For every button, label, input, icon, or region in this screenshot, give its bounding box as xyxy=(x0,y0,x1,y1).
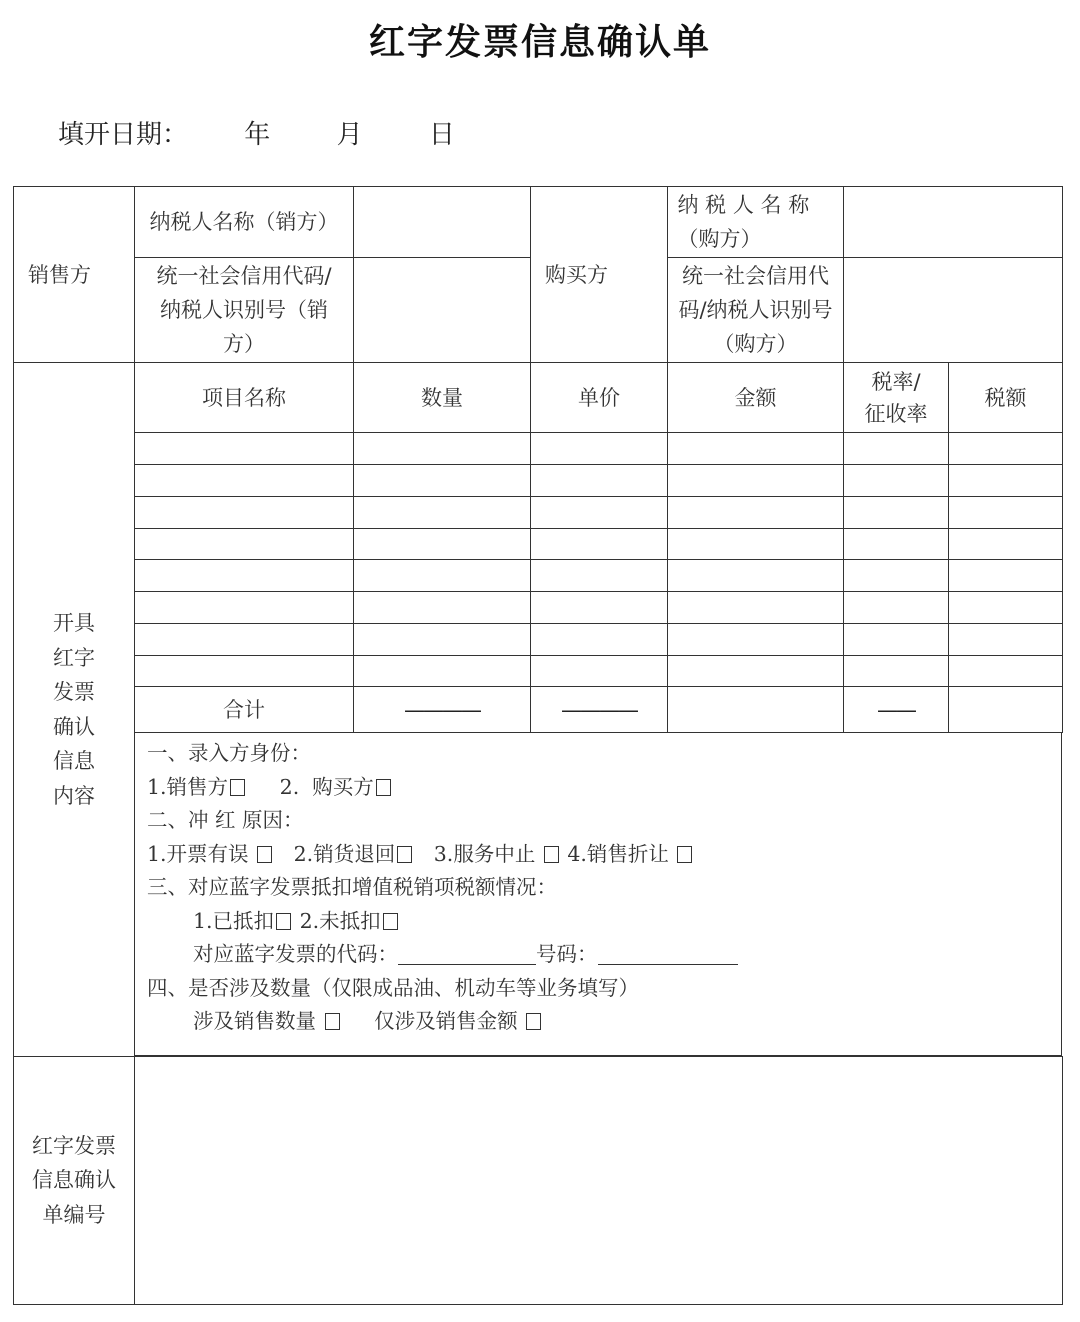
row-1-unit-price-input[interactable] xyxy=(530,432,668,465)
row-5-amount-input[interactable] xyxy=(667,559,844,592)
row-3-tax-amount-input[interactable] xyxy=(948,496,1063,529)
date-year-field[interactable]: 年 xyxy=(244,120,271,150)
section-blue-invoice-ref: 对应蓝字发票的代码： 号码： xyxy=(147,938,1061,972)
row-4-tax-rate-input[interactable] xyxy=(843,528,949,560)
row-7-tax-rate-input[interactable] xyxy=(843,623,949,656)
seller-name-label: 纳税人名称（销方） xyxy=(149,210,339,234)
column-header-amount: 金额 xyxy=(667,362,844,433)
fill-date-label: 填开日期： xyxy=(58,120,189,150)
row-1-tax-amount-input[interactable] xyxy=(948,432,1063,465)
section-reason-options: 1.开票有误 2.销货退回 3.服务中止 4.销售折让 xyxy=(147,838,1061,872)
date-day-field[interactable]: 日 xyxy=(428,120,455,150)
confirmation-no-label-cell xyxy=(13,1056,135,1305)
checkbox-amount-only[interactable] xyxy=(526,1013,541,1030)
checkbox-seller[interactable] xyxy=(230,779,245,796)
row-4-unit-price-input[interactable] xyxy=(530,528,668,560)
document-title: 红字发票信息确认单 xyxy=(368,22,711,63)
checkbox-service-terminated[interactable] xyxy=(544,846,559,863)
section-quantity-options: 涉及销售数量 仅涉及销售金额 xyxy=(147,1005,1061,1039)
row-7-unit-price-input[interactable] xyxy=(530,623,668,656)
row-3-tax-rate-input[interactable] xyxy=(843,496,949,529)
checkbox-sales-discount[interactable] xyxy=(677,846,692,863)
checkbox-deducted[interactable] xyxy=(276,913,291,930)
section-deduction-title: 三、对应蓝字发票抵扣增值税销项税额情况： xyxy=(147,875,557,899)
row-4-item-name-input[interactable] xyxy=(134,528,354,560)
total-quantity-cell: ———— xyxy=(353,686,531,733)
column-header-unit-price: 单价 xyxy=(530,362,668,433)
checkbox-invoice-error[interactable] xyxy=(257,846,272,863)
buyer-id-label-cell xyxy=(667,257,844,363)
fill-date-row xyxy=(58,114,455,151)
row-8-tax-amount-input[interactable] xyxy=(948,655,1063,687)
row-8-tax-rate-input[interactable] xyxy=(843,655,949,687)
items-section-label: 开具红字发票确认信息内容 xyxy=(53,611,95,808)
row-5-item-name-input[interactable] xyxy=(134,559,354,592)
confirmation-no-input[interactable] xyxy=(134,1056,1063,1305)
column-header-tax-rate: 税率/征收率 xyxy=(843,362,949,433)
row-8-unit-price-input[interactable] xyxy=(530,655,668,687)
row-6-tax-amount-input[interactable] xyxy=(948,591,1063,624)
blue-invoice-code-input[interactable] xyxy=(398,942,536,965)
row-5-unit-price-input[interactable] xyxy=(530,559,668,592)
total-tax-input[interactable] xyxy=(948,686,1063,733)
row-6-amount-input[interactable] xyxy=(667,591,844,624)
buyer-name-label-cell xyxy=(667,186,844,258)
row-7-quantity-input[interactable] xyxy=(353,623,531,656)
row-1-tax-rate-input[interactable] xyxy=(843,432,949,465)
row-6-tax-rate-input[interactable] xyxy=(843,591,949,624)
row-8-amount-input[interactable] xyxy=(667,655,844,687)
row-2-item-name-input[interactable] xyxy=(134,464,354,497)
section-reason-title: 二、冲 红 原因： xyxy=(147,808,304,832)
date-month-field[interactable]: 月 xyxy=(336,120,363,150)
row-2-quantity-input[interactable] xyxy=(353,464,531,497)
column-header-item-name: 项目名称 xyxy=(134,362,354,433)
row-2-tax-rate-input[interactable] xyxy=(843,464,949,497)
seller-name-label-cell xyxy=(134,186,354,258)
seller-label-cell xyxy=(13,186,135,363)
total-label: 合计 xyxy=(223,697,265,722)
column-header-tax-amount: 税额 xyxy=(948,362,1063,433)
total-rate-cell: —— xyxy=(843,686,949,733)
seller-name-input[interactable] xyxy=(353,186,531,258)
total-label-cell xyxy=(134,686,354,733)
row-2-amount-input[interactable] xyxy=(667,464,844,497)
row-4-quantity-input[interactable] xyxy=(353,528,531,560)
checkbox-not-deducted[interactable] xyxy=(383,913,398,930)
row-4-amount-input[interactable] xyxy=(667,528,844,560)
buyer-id-label: 统一社会信用代码/纳税人识别号（购方） xyxy=(678,264,833,356)
row-3-unit-price-input[interactable] xyxy=(530,496,668,529)
buyer-label: 购买方 xyxy=(545,262,608,287)
seller-label: 销售方 xyxy=(28,262,91,287)
row-5-tax-rate-input[interactable] xyxy=(843,559,949,592)
section-entry-party-title: 一、录入方身份： xyxy=(147,741,311,765)
row-6-item-name-input[interactable] xyxy=(134,591,354,624)
section-quantity-title: 四、是否涉及数量（仅限成品油、机动车等业务填写） xyxy=(147,975,639,1000)
row-7-amount-input[interactable] xyxy=(667,623,844,656)
row-3-amount-input[interactable] xyxy=(667,496,844,529)
row-5-quantity-input[interactable] xyxy=(353,559,531,592)
section-entry-party-options: 1.销售方 2. 购买方 xyxy=(147,771,1061,805)
buyer-name-label: 纳 税 人 名 称（购方） xyxy=(677,193,810,251)
seller-id-input[interactable] xyxy=(353,257,531,363)
confirmation-no-label: 红字发票信息确认单编号 xyxy=(32,1133,116,1227)
blue-invoice-number-input[interactable] xyxy=(598,942,738,965)
seller-id-label-cell xyxy=(134,257,354,363)
row-1-item-name-input[interactable] xyxy=(134,432,354,465)
row-2-tax-amount-input[interactable] xyxy=(948,464,1063,497)
buyer-label-cell xyxy=(530,186,668,363)
column-header-quantity: 数量 xyxy=(353,362,531,433)
row-7-tax-amount-input[interactable] xyxy=(948,623,1063,656)
items-section-label-cell xyxy=(13,362,135,1057)
checkbox-buyer[interactable] xyxy=(376,779,391,796)
row-3-quantity-input[interactable] xyxy=(353,496,531,529)
row-2-unit-price-input[interactable] xyxy=(530,464,668,497)
row-5-tax-amount-input[interactable] xyxy=(948,559,1063,592)
row-1-quantity-input[interactable] xyxy=(353,432,531,465)
row-3-item-name-input[interactable] xyxy=(134,496,354,529)
checkbox-involves-quantity[interactable] xyxy=(325,1013,340,1030)
row-7-item-name-input[interactable] xyxy=(134,623,354,656)
total-unit-price-cell: ———— xyxy=(530,686,668,733)
buyer-id-input[interactable] xyxy=(843,257,1063,363)
row-1-amount-input[interactable] xyxy=(667,432,844,465)
row-6-unit-price-input[interactable] xyxy=(530,591,668,624)
seller-id-label: 统一社会信用代码/纳税人识别号（销方） xyxy=(156,264,332,356)
row-6-quantity-input[interactable] xyxy=(353,591,531,624)
row-8-item-name-input[interactable] xyxy=(134,655,354,687)
checkbox-goods-returned[interactable] xyxy=(397,846,412,863)
row-8-quantity-input[interactable] xyxy=(353,655,531,687)
total-amount-input[interactable] xyxy=(667,686,844,733)
section-deduction-options: 1.已抵扣 2.未抵扣 xyxy=(147,905,1061,939)
notes-block xyxy=(134,732,1062,1056)
row-4-tax-amount-input[interactable] xyxy=(948,528,1063,560)
buyer-name-input[interactable] xyxy=(843,186,1063,258)
